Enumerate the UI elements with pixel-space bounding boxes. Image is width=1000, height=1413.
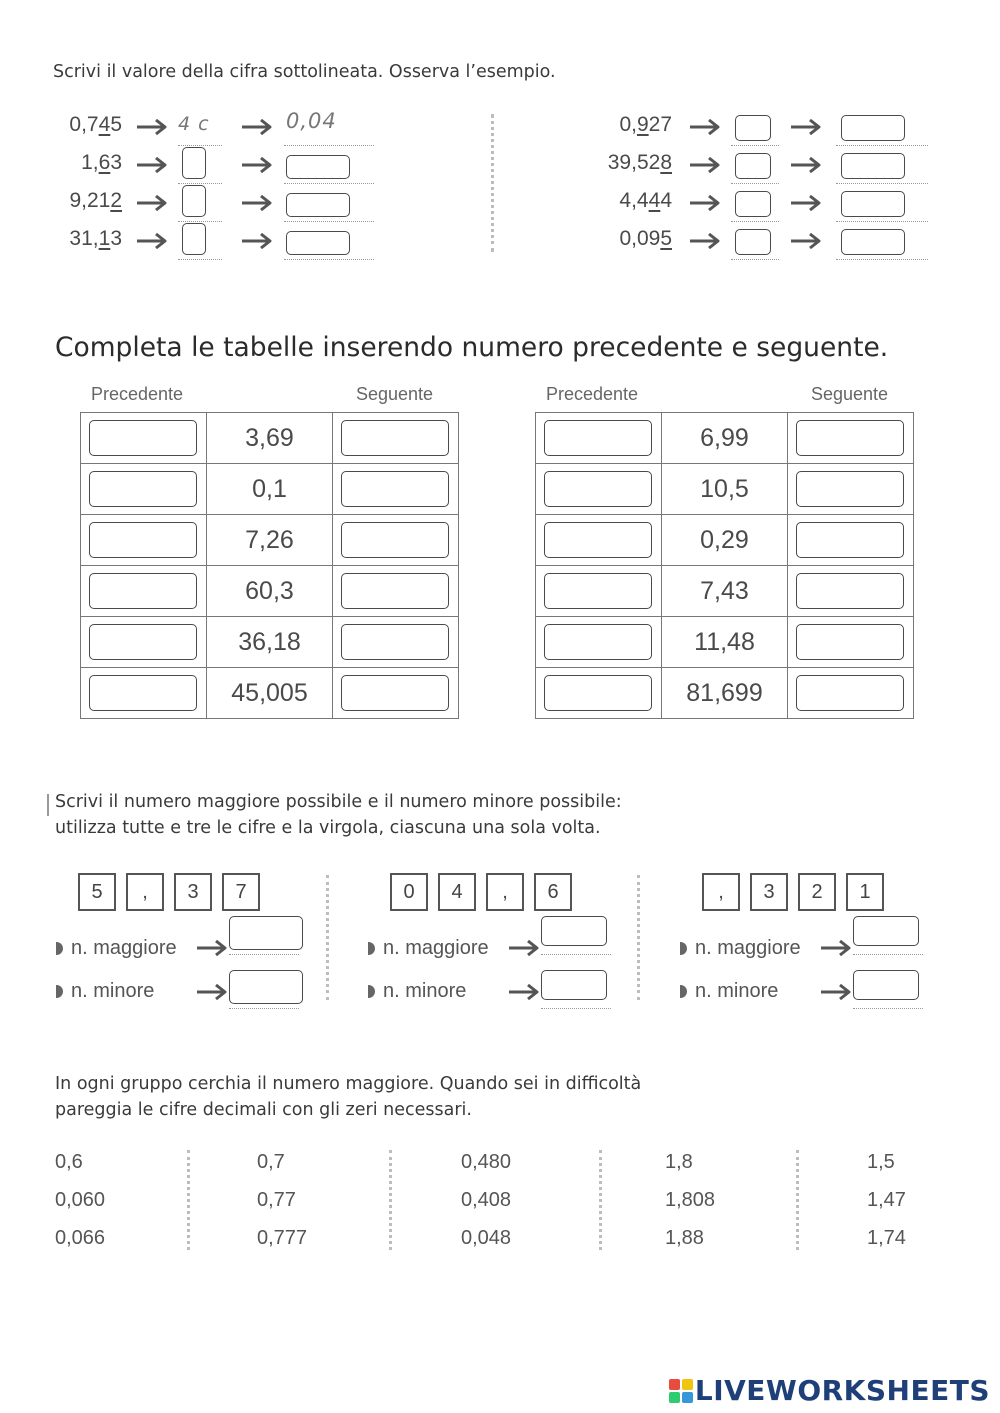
left-table-prev-label: Precedente xyxy=(91,384,184,404)
answer-underline xyxy=(731,259,779,260)
digit-tile: 5 xyxy=(78,873,116,911)
section3-title-line2: utilizza tutte e tre le cifre e la virgola, ciascuna una sola volta. xyxy=(55,818,601,838)
digit-value-input[interactable] xyxy=(735,115,771,141)
answer-underline xyxy=(731,183,779,184)
table-row xyxy=(81,515,459,566)
number-part: 4,4 xyxy=(619,189,649,212)
answer-underline xyxy=(853,954,923,955)
arrow-right-icon xyxy=(820,984,852,1000)
decimal-value-input[interactable] xyxy=(286,193,350,217)
number-part: 9,21 xyxy=(69,189,111,212)
section1-divider xyxy=(491,114,494,252)
compare-number[interactable]: 0,7 xyxy=(257,1151,285,1173)
digit-number xyxy=(69,227,122,251)
number-part: 1, xyxy=(81,151,99,174)
decimal-value-input[interactable] xyxy=(841,191,905,217)
number-cell: 0,29 xyxy=(662,515,788,566)
bullet-icon xyxy=(680,942,687,955)
max-number-input[interactable] xyxy=(229,916,303,950)
logo-grid-icon xyxy=(669,1379,693,1403)
section3-margin-mark xyxy=(47,794,49,816)
underlined-digit: 4 xyxy=(648,189,661,212)
answer-underline xyxy=(229,954,299,955)
prev-cell xyxy=(81,566,207,617)
compare-number[interactable]: 1,88 xyxy=(665,1227,704,1249)
digit-number xyxy=(81,151,122,175)
answer-underline xyxy=(284,259,374,260)
min-number-input[interactable] xyxy=(541,970,607,1000)
next-number-input[interactable] xyxy=(341,471,449,507)
prev-number-input[interactable] xyxy=(544,471,652,507)
bullet-icon xyxy=(680,985,687,998)
next-cell xyxy=(333,617,459,668)
answer-underline xyxy=(731,145,779,146)
next-cell xyxy=(788,668,914,719)
digit-tile: , xyxy=(702,873,740,911)
arrow-right-icon xyxy=(241,157,273,173)
digit-number xyxy=(608,151,672,175)
compare-number[interactable]: 1,8 xyxy=(665,1151,693,1173)
digit-number xyxy=(69,189,122,213)
right-number-table xyxy=(535,412,914,719)
min-number-label xyxy=(56,980,154,1003)
compare-number[interactable]: 0,066 xyxy=(55,1227,106,1249)
logo-text: LIVEWORKSHEETS xyxy=(694,1374,990,1407)
digit-value-input[interactable] xyxy=(182,223,206,255)
arrow-right-icon xyxy=(136,157,168,173)
example-digit-value: 4 c xyxy=(178,113,210,135)
number-part: 31, xyxy=(69,227,99,250)
max-number-label xyxy=(680,937,801,960)
number-cell: 3,69 xyxy=(207,413,333,464)
section2-title: Completa le tabelle inserendo numero precedente e seguente. xyxy=(55,332,889,363)
next-number-input[interactable] xyxy=(341,675,449,711)
next-number-input[interactable] xyxy=(341,624,449,660)
number-part: 0,09 xyxy=(619,227,661,250)
next-number-input[interactable] xyxy=(341,522,449,558)
answer-underline xyxy=(229,1008,299,1009)
digit-number xyxy=(69,113,122,137)
number-part: 0,7 xyxy=(69,113,99,136)
table-row xyxy=(536,617,914,668)
number-cell: 7,26 xyxy=(207,515,333,566)
arrow-right-icon xyxy=(136,195,168,211)
arrow-right-icon xyxy=(689,157,721,173)
underlined-digit: 4 xyxy=(98,113,111,136)
prev-cell xyxy=(536,617,662,668)
table-row xyxy=(536,413,914,464)
compare-number[interactable]: 1,808 xyxy=(665,1189,716,1211)
next-cell xyxy=(333,668,459,719)
decimal-value-input[interactable] xyxy=(286,231,350,255)
answer-underline xyxy=(178,145,222,146)
answer-underline xyxy=(836,259,928,260)
decimal-value-input[interactable] xyxy=(841,229,905,255)
digit-tile: 3 xyxy=(750,873,788,911)
label-text: n. minore xyxy=(71,980,155,1002)
bullet-icon xyxy=(368,942,375,955)
number-cell: 60,3 xyxy=(207,566,333,617)
number-cell: 36,18 xyxy=(207,617,333,668)
digit-value-input[interactable] xyxy=(735,229,771,255)
underlined-digit: 6 xyxy=(98,151,111,174)
prev-cell xyxy=(81,515,207,566)
digit-tile: 2 xyxy=(798,873,836,911)
section3-divider-1 xyxy=(326,875,329,1000)
digit-value-input[interactable] xyxy=(735,191,771,217)
arrow-right-icon xyxy=(136,119,168,135)
number-part: 39,52 xyxy=(607,151,661,174)
number-part: 0, xyxy=(619,113,637,136)
number-cell: 7,43 xyxy=(662,566,788,617)
table-row xyxy=(536,668,914,719)
prev-cell xyxy=(81,617,207,668)
table-row xyxy=(81,413,459,464)
prev-cell xyxy=(536,515,662,566)
arrow-right-icon xyxy=(790,195,822,211)
digit-value-input[interactable] xyxy=(182,185,206,217)
prev-number-input[interactable] xyxy=(89,471,197,507)
arrow-right-icon xyxy=(508,984,540,1000)
decimal-value-input[interactable] xyxy=(286,155,350,179)
prev-cell xyxy=(81,413,207,464)
next-cell xyxy=(788,464,914,515)
example-decimal-value: 0,04 xyxy=(286,109,337,133)
underlined-digit: 9 xyxy=(636,113,649,136)
digit-value-input[interactable] xyxy=(182,147,206,179)
min-number-label xyxy=(368,980,466,1003)
next-number-input[interactable] xyxy=(796,573,904,609)
next-cell xyxy=(333,566,459,617)
decimal-value-input[interactable] xyxy=(841,153,905,179)
next-number-input[interactable] xyxy=(796,471,904,507)
number-cell: 11,48 xyxy=(662,617,788,668)
digit-tile: 1 xyxy=(846,873,884,911)
max-number-input[interactable] xyxy=(853,916,919,946)
arrow-right-icon xyxy=(820,940,852,956)
label-text: n. maggiore xyxy=(695,937,801,959)
prev-number-input[interactable] xyxy=(544,522,652,558)
answer-underline xyxy=(284,221,374,222)
label-text: n. maggiore xyxy=(71,937,177,959)
next-cell xyxy=(333,515,459,566)
number-part: 3 xyxy=(110,151,122,174)
compare-number[interactable]: 0,060 xyxy=(55,1189,106,1211)
section3-divider-2 xyxy=(637,875,640,1000)
label-text: n. minore xyxy=(695,980,779,1002)
prev-cell xyxy=(536,464,662,515)
compare-number[interactable]: 1,74 xyxy=(867,1227,906,1249)
table-row xyxy=(536,515,914,566)
right-table-prev-label: Precedente xyxy=(546,384,639,404)
table-row xyxy=(536,566,914,617)
next-cell xyxy=(333,464,459,515)
arrow-right-icon xyxy=(241,119,273,135)
arrow-right-icon xyxy=(790,157,822,173)
digit-tile: 7 xyxy=(222,873,260,911)
prev-cell xyxy=(536,413,662,464)
number-cell: 10,5 xyxy=(662,464,788,515)
next-cell xyxy=(333,413,459,464)
next-number-input[interactable] xyxy=(341,573,449,609)
digit-tile: , xyxy=(126,873,164,911)
digit-number xyxy=(619,227,672,251)
table-row xyxy=(536,464,914,515)
answer-underline xyxy=(541,954,611,955)
left-number-table xyxy=(80,412,459,719)
digit-tile: 6 xyxy=(534,873,572,911)
answer-underline xyxy=(731,221,779,222)
prev-number-input[interactable] xyxy=(89,420,197,456)
section4-title-line2: pareggia le cifre decimali con gli zeri necessari. xyxy=(55,1100,472,1120)
number-part: 4 xyxy=(660,189,672,212)
compare-number[interactable]: 0,480 xyxy=(461,1151,512,1173)
arrow-right-icon xyxy=(196,984,228,1000)
decimal-value-input[interactable] xyxy=(841,115,905,141)
table-row xyxy=(81,617,459,668)
number-part: 3 xyxy=(110,227,122,250)
compare-number[interactable]: 0,6 xyxy=(55,1151,83,1173)
prev-cell xyxy=(536,566,662,617)
next-number-input[interactable] xyxy=(796,624,904,660)
left-table-next-label: Seguente xyxy=(356,384,434,404)
digit-tile: 0 xyxy=(390,873,428,911)
prev-number-input[interactable] xyxy=(544,573,652,609)
min-number-input[interactable] xyxy=(229,970,303,1004)
answer-underline xyxy=(836,221,928,222)
label-text: n. minore xyxy=(383,980,467,1002)
answer-underline xyxy=(284,183,374,184)
arrow-right-icon xyxy=(790,233,822,249)
section4-divider-2 xyxy=(389,1150,392,1250)
answer-underline xyxy=(178,259,222,260)
section4-divider-4 xyxy=(796,1150,799,1250)
max-number-label xyxy=(56,937,177,960)
compare-number[interactable]: 0,777 xyxy=(257,1227,308,1249)
prev-cell xyxy=(81,464,207,515)
arrow-right-icon xyxy=(689,233,721,249)
compare-number[interactable]: 0,77 xyxy=(257,1189,296,1211)
answer-underline xyxy=(284,145,374,146)
prev-cell xyxy=(536,668,662,719)
compare-number[interactable]: 0,048 xyxy=(461,1227,512,1249)
prev-number-input[interactable] xyxy=(544,624,652,660)
arrow-right-icon xyxy=(196,940,228,956)
prev-number-input[interactable] xyxy=(89,573,197,609)
next-cell xyxy=(788,515,914,566)
digit-number xyxy=(619,189,672,213)
next-number-input[interactable] xyxy=(796,522,904,558)
arrow-right-icon xyxy=(689,119,721,135)
answer-underline xyxy=(178,221,222,222)
min-number-label xyxy=(680,980,778,1003)
arrow-right-icon xyxy=(689,195,721,211)
arrow-right-icon xyxy=(508,940,540,956)
section3-title-line1: Scrivi il numero maggiore possibile e il numero minore possibile: xyxy=(55,792,622,812)
underlined-digit: 8 xyxy=(660,151,672,174)
arrow-right-icon xyxy=(790,119,822,135)
answer-underline xyxy=(836,183,928,184)
underlined-digit: 2 xyxy=(110,189,122,212)
table-row xyxy=(81,566,459,617)
underlined-digit: 1 xyxy=(98,227,111,250)
next-number-input[interactable] xyxy=(796,675,904,711)
prev-number-input[interactable] xyxy=(89,675,197,711)
arrow-right-icon xyxy=(241,233,273,249)
underlined-digit: 5 xyxy=(660,227,672,250)
prev-number-input[interactable] xyxy=(544,420,652,456)
answer-underline xyxy=(178,183,222,184)
bullet-icon xyxy=(368,985,375,998)
arrow-right-icon xyxy=(241,195,273,211)
answer-underline xyxy=(836,145,928,146)
table-row xyxy=(81,464,459,515)
section1-title: Scrivi il valore della cifra sottolineata. Osserva l’esempio. xyxy=(53,62,556,82)
compare-number[interactable]: 1,5 xyxy=(867,1151,895,1173)
bullet-icon xyxy=(56,985,63,998)
number-part: 5 xyxy=(110,113,122,136)
liveworksheets-logo xyxy=(669,1374,990,1407)
digit-tile: 3 xyxy=(174,873,212,911)
digit-value-input[interactable] xyxy=(735,153,771,179)
arrow-right-icon xyxy=(136,233,168,249)
next-number-input[interactable] xyxy=(341,420,449,456)
number-cell: 81,699 xyxy=(662,668,788,719)
max-number-label xyxy=(368,937,489,960)
next-number-input[interactable] xyxy=(796,420,904,456)
label-text: n. maggiore xyxy=(383,937,489,959)
number-cell: 45,005 xyxy=(207,668,333,719)
prev-number-input[interactable] xyxy=(89,522,197,558)
answer-underline xyxy=(541,1008,611,1009)
digit-number xyxy=(619,113,672,137)
min-number-input[interactable] xyxy=(853,970,919,1000)
section4-divider-1 xyxy=(187,1150,190,1250)
next-cell xyxy=(788,617,914,668)
number-cell: 0,1 xyxy=(207,464,333,515)
section4-title-line1: In ogni gruppo cerchia il numero maggiore. Quando sei in difficoltà xyxy=(55,1074,642,1094)
digit-tile: , xyxy=(486,873,524,911)
prev-number-input[interactable] xyxy=(544,675,652,711)
next-cell xyxy=(788,566,914,617)
digit-tile: 4 xyxy=(438,873,476,911)
table-row xyxy=(81,668,459,719)
answer-underline xyxy=(853,1008,923,1009)
max-number-input[interactable] xyxy=(541,916,607,946)
number-cell: 6,99 xyxy=(662,413,788,464)
bullet-icon xyxy=(56,942,63,955)
next-cell xyxy=(788,413,914,464)
compare-number[interactable]: 0,408 xyxy=(461,1189,512,1211)
compare-number[interactable]: 1,47 xyxy=(867,1189,906,1211)
number-part: 27 xyxy=(648,113,672,136)
prev-cell xyxy=(81,668,207,719)
prev-number-input[interactable] xyxy=(89,624,197,660)
section4-divider-3 xyxy=(599,1150,602,1250)
right-table-next-label: Seguente xyxy=(811,384,889,404)
